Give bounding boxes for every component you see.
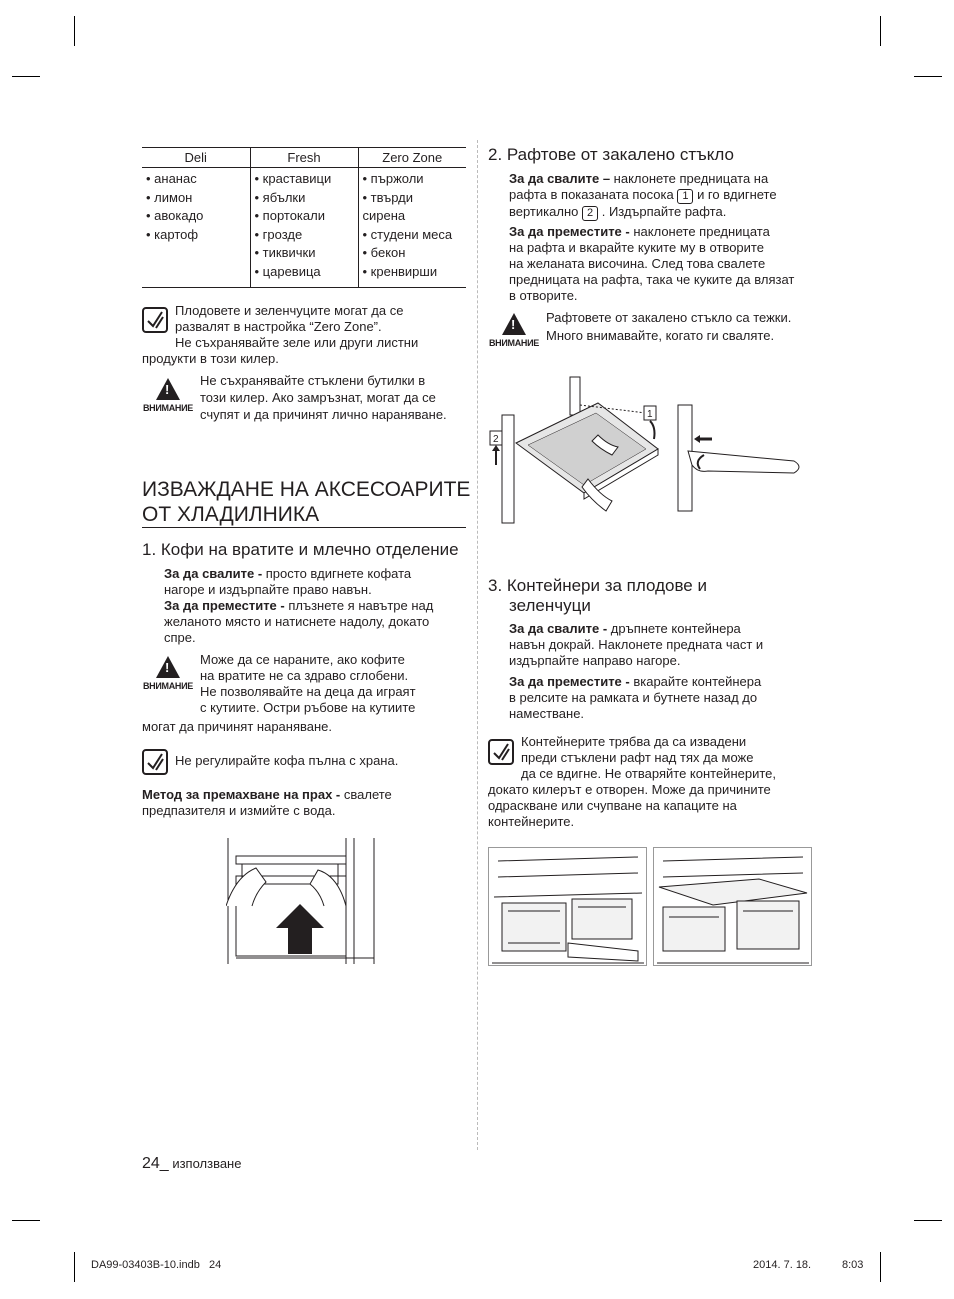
subsection-title: 2. Рафтове от закалено стъкло bbox=[488, 145, 734, 164]
list-item: • краставици bbox=[255, 170, 358, 189]
table-cell bbox=[358, 168, 466, 288]
dust-label: Метод за премахване на прах - bbox=[142, 787, 341, 802]
note-line: преди стъклени рафт над тях да може bbox=[521, 750, 754, 765]
warning-text bbox=[200, 652, 466, 716]
list-item: • бекон bbox=[363, 244, 467, 263]
warning-line: Рафтовете от закалено стъкло са тежки. bbox=[546, 310, 792, 325]
crop-mark bbox=[880, 16, 881, 46]
note-line: Не съхранявайте зеле или други листни bbox=[175, 335, 419, 350]
warning-line: Не съхранявайте стъклени бутилки в bbox=[200, 373, 426, 388]
subsection-title: 1. Кофи на вратите и млечно отделение bbox=[142, 540, 459, 559]
warning-line: Не позволявайте на деца да играят bbox=[200, 684, 416, 699]
list-item: • ананас bbox=[146, 170, 250, 189]
text-line: желаното място и натиснете надолу, докато bbox=[164, 614, 430, 629]
list-item: • портокали bbox=[255, 207, 358, 226]
door-bin-illustration bbox=[226, 836, 376, 966]
text-line: вкарайте контейнера bbox=[629, 674, 762, 689]
warning-icon bbox=[141, 656, 195, 691]
print-file: DA99-03403B-10.indb 24 bbox=[91, 1259, 222, 1271]
heading-rule bbox=[142, 527, 466, 528]
text-line: в отворите. bbox=[509, 288, 578, 303]
warning-line: на вратите не са здраво сглобени. bbox=[200, 668, 409, 683]
list-item: • ябълки bbox=[255, 189, 358, 208]
list-item: • лимон bbox=[146, 189, 250, 208]
step-number: 1 bbox=[677, 189, 693, 204]
instruction-text bbox=[509, 621, 819, 669]
note-text bbox=[488, 766, 808, 830]
list-item: • авокадо bbox=[146, 207, 250, 226]
list-item: • картоф bbox=[146, 226, 250, 245]
note-line: докато килерът е отворен. Може да причините bbox=[488, 782, 771, 797]
warning-label: ВНИМАНИЕ bbox=[488, 338, 540, 348]
instruction-text bbox=[142, 787, 442, 819]
print-date: 2014. 7. 18. bbox=[753, 1259, 812, 1271]
text-line: на желаната височина. След това свалете bbox=[509, 256, 766, 271]
container-illustration-left bbox=[488, 847, 647, 966]
page-footer bbox=[142, 1155, 241, 1173]
move-label: За да преместите - bbox=[164, 598, 285, 613]
note-icon bbox=[142, 307, 168, 333]
text-line: наклонете предницата bbox=[629, 224, 770, 239]
heading-line: ИЗВАЖДАНЕ НА АКСЕСОАРИТЕ bbox=[142, 478, 471, 501]
remove-label: За да свалите - bbox=[509, 621, 608, 636]
container-illustration-right bbox=[653, 847, 812, 966]
instruction-text bbox=[509, 171, 819, 221]
table-header: Deli bbox=[142, 148, 250, 168]
text-line: . Издърпайте рафта. bbox=[601, 204, 727, 219]
instruction-text bbox=[509, 674, 819, 722]
text-line: рафта в показаната посока bbox=[509, 187, 674, 202]
crop-mark bbox=[914, 76, 942, 77]
remove-label: За да свалите - bbox=[164, 566, 263, 581]
note-line: одраскване или счупване на капаците на bbox=[488, 798, 737, 813]
title-line: зеленчуци bbox=[509, 596, 591, 615]
note-line: Плодовете и зеленчуците могат да се bbox=[175, 303, 404, 318]
table-header: Fresh bbox=[250, 148, 358, 168]
svg-text:1: 1 bbox=[647, 409, 653, 420]
crop-mark bbox=[74, 1252, 75, 1282]
text-line: спре. bbox=[164, 630, 196, 645]
food-table bbox=[142, 147, 466, 288]
crop-mark bbox=[880, 1252, 881, 1282]
warning-line: този килер. Ако замръзнат, могат да се bbox=[200, 390, 436, 405]
warning-line: Много внимавайте, когато ги сваляте. bbox=[546, 328, 775, 343]
note-text bbox=[175, 303, 455, 351]
warning-line: счупят и да причинят лично нараняване. bbox=[200, 407, 447, 422]
warning-line: Може да се нараните, ако кофите bbox=[200, 652, 405, 667]
note-icon bbox=[142, 749, 168, 775]
remove-label: За да свалите – bbox=[509, 171, 611, 186]
column-divider bbox=[477, 140, 478, 1150]
warning-label: ВНИМАНИЕ bbox=[142, 681, 194, 691]
text-line: дръпнете контейнера bbox=[607, 621, 741, 636]
heading-line: ОТ ХЛАДИЛНИКА bbox=[142, 503, 320, 526]
text-line: и го вдигнете bbox=[697, 187, 777, 202]
note-line: продукти в този килер. bbox=[142, 351, 279, 366]
text-line: предницата на рафта, така че куките да влязат bbox=[509, 272, 795, 287]
svg-text:2: 2 bbox=[493, 434, 499, 445]
crop-mark bbox=[12, 76, 40, 77]
text-line: нагоре и издърпайте право навън. bbox=[164, 582, 372, 597]
text-line: наместване. bbox=[509, 706, 585, 721]
text-line: плъзнете я навътре над bbox=[284, 598, 434, 613]
list-item: • грозде bbox=[255, 226, 358, 245]
list-item: • твърди сирена bbox=[363, 189, 443, 226]
warning-line: с кутиите. Остри ръбове на кутиите bbox=[200, 700, 416, 715]
table-header: Zero Zone bbox=[358, 148, 466, 168]
move-label: За да преместите - bbox=[509, 224, 630, 239]
title-line: 3. Контейнери за плодове и bbox=[488, 576, 707, 595]
text-line: вертикално bbox=[509, 204, 579, 219]
text-line: просто вдигнете кофата bbox=[262, 566, 412, 581]
note-text bbox=[521, 734, 811, 766]
page-section: използване bbox=[168, 1156, 242, 1171]
note-line: Контейнерите трябва да са извадени bbox=[521, 734, 747, 749]
print-time: 8:03 bbox=[842, 1259, 864, 1271]
warning-icon bbox=[487, 313, 541, 348]
section-heading bbox=[142, 477, 470, 527]
list-item: • пържоли bbox=[363, 170, 467, 189]
list-item: • тиквички bbox=[255, 244, 358, 263]
text-line: в релсите на рамката и бутнете назад до bbox=[509, 690, 758, 705]
warning-text bbox=[546, 309, 816, 345]
note-icon bbox=[488, 739, 514, 765]
note-line: да се вдигне. Не отваряйте контейнерите, bbox=[521, 766, 776, 781]
list-item: • царевица bbox=[255, 263, 358, 282]
page-number: 24_ bbox=[142, 1155, 169, 1172]
list-item: • студени меса bbox=[363, 226, 467, 245]
warning-text bbox=[200, 372, 466, 423]
text-line: предпазителя и измийте с вода. bbox=[142, 803, 336, 818]
text-line: на рафта и вкарайте куките му в отворите bbox=[509, 240, 764, 255]
list-item: • кренвирши bbox=[363, 263, 467, 282]
crop-mark bbox=[74, 16, 75, 46]
move-label: За да преместите - bbox=[509, 674, 630, 689]
warning-label: ВНИМАНИЕ bbox=[142, 403, 194, 413]
warning-icon bbox=[141, 378, 195, 413]
text-line: навън докрай. Наклонете предната част и bbox=[509, 637, 764, 652]
text-line: наклонете предницата на bbox=[610, 171, 769, 186]
instruction-text bbox=[164, 566, 464, 646]
warning-line: могат да причинят нараняване. bbox=[142, 719, 333, 734]
note-text: Не регулирайте кофа пълна с храна. bbox=[175, 753, 399, 768]
note-line: развалят в настройка “Zero Zone”. bbox=[175, 319, 382, 334]
text-line: издърпайте направо нагоре. bbox=[509, 653, 681, 668]
crop-mark bbox=[914, 1220, 942, 1221]
instruction-text bbox=[509, 224, 819, 304]
subsection-title bbox=[488, 576, 707, 616]
step-number: 2 bbox=[582, 206, 598, 221]
table-cell bbox=[250, 168, 358, 288]
text-line: свалете bbox=[340, 787, 392, 802]
glass-shelf-illustration bbox=[488, 375, 808, 525]
table-cell bbox=[142, 168, 250, 288]
note-line: контейнерите. bbox=[488, 814, 575, 829]
crop-mark bbox=[12, 1220, 40, 1221]
